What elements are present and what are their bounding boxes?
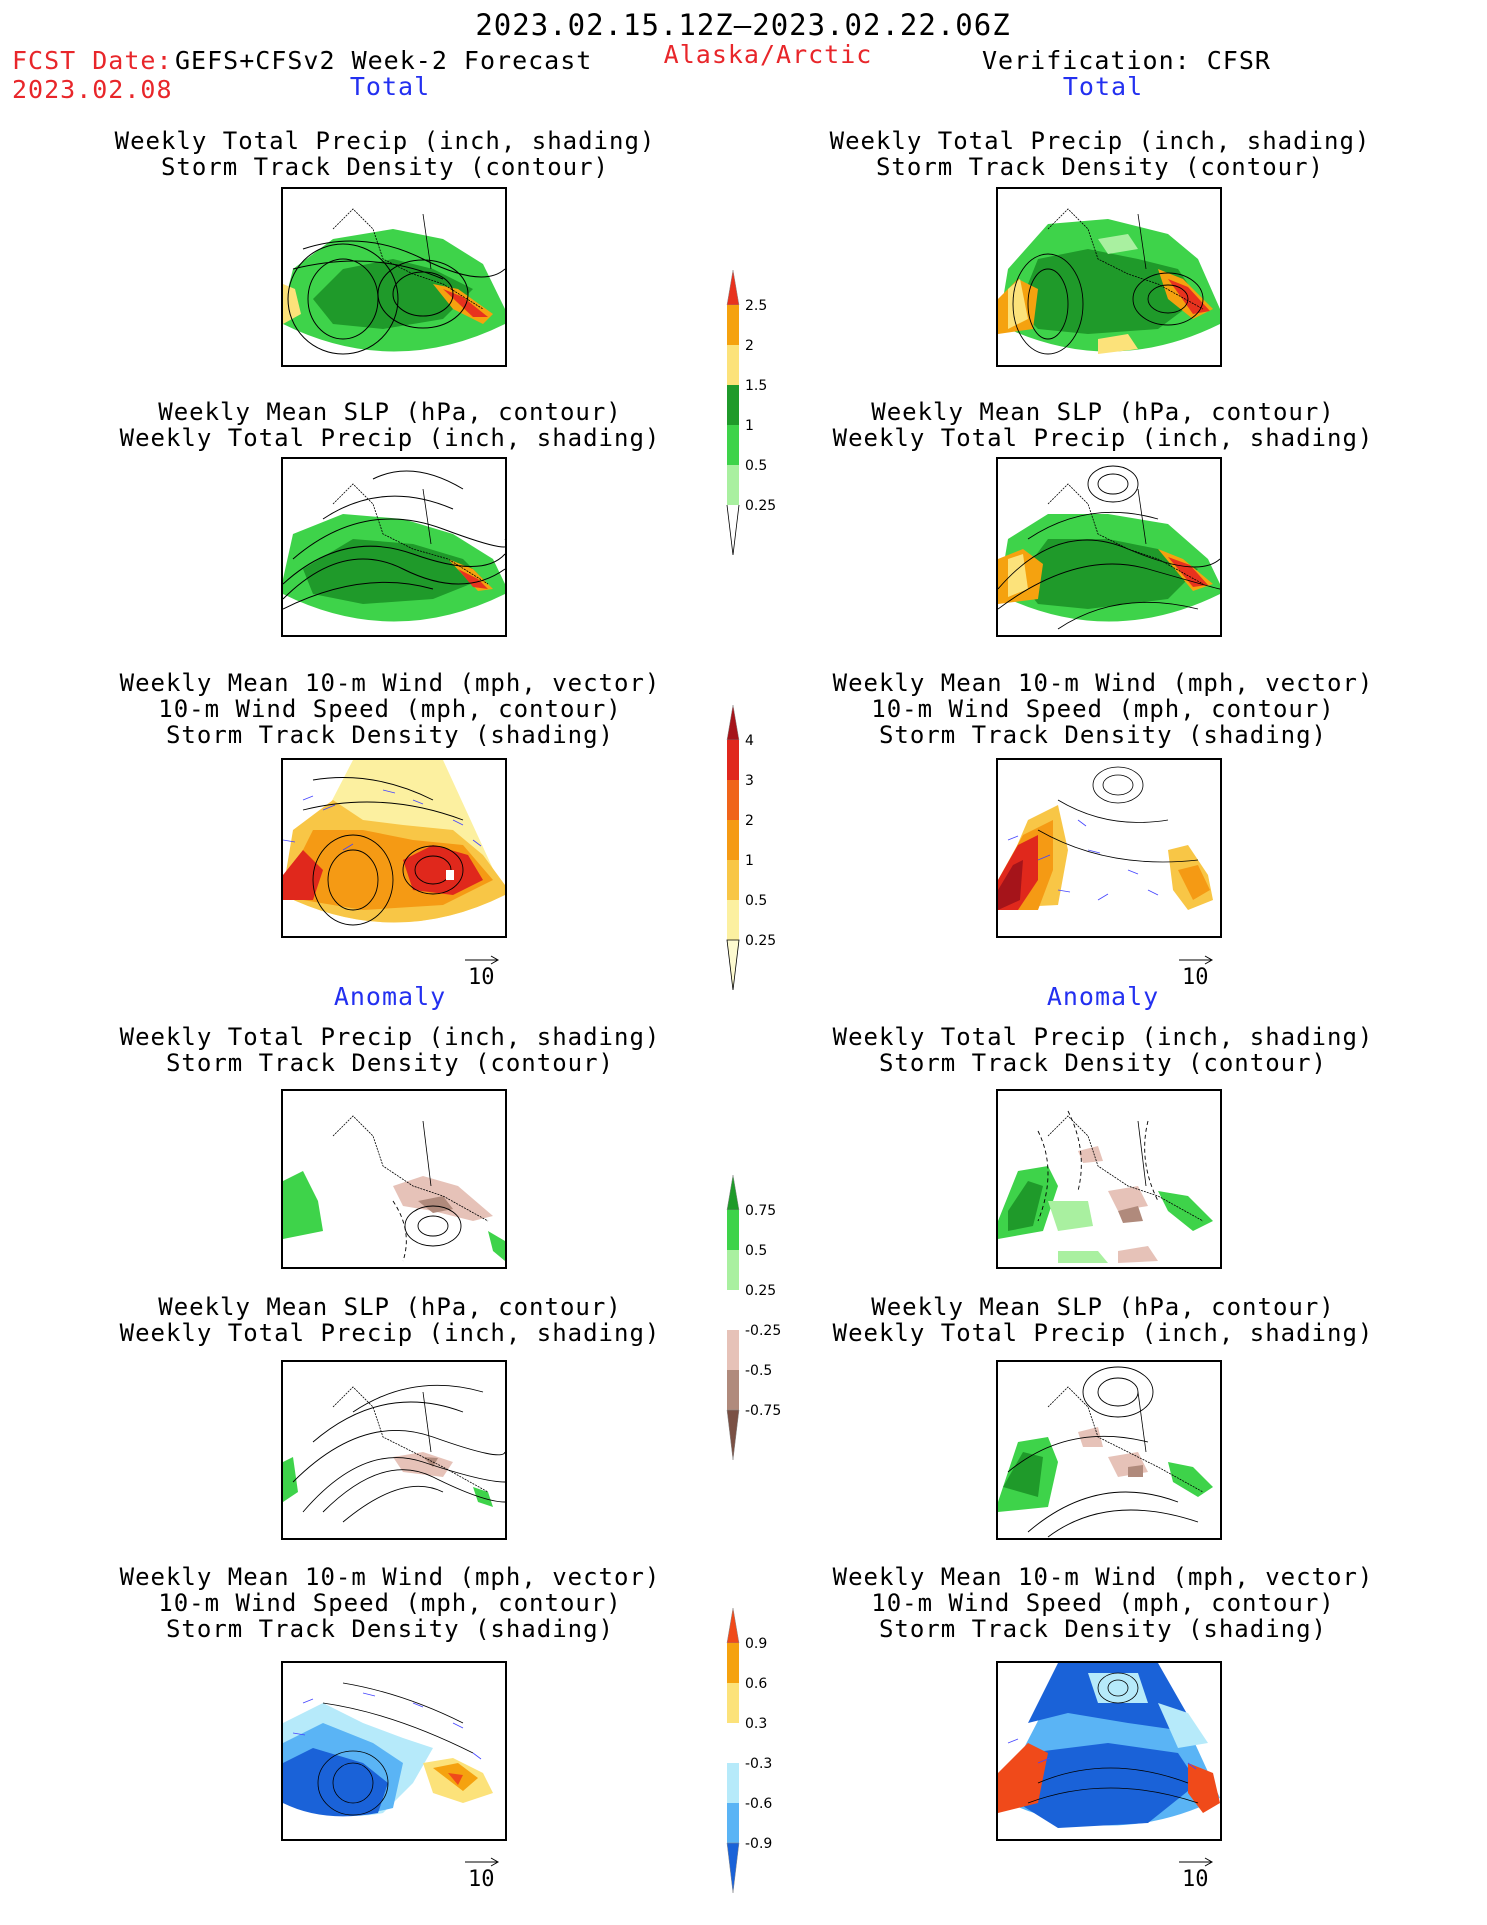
map-precip-storm-total-verification bbox=[996, 187, 1222, 367]
colorbar-precip-total-label: 1 bbox=[745, 418, 754, 434]
map-wind-storm-anomaly-forecast bbox=[281, 1661, 507, 1841]
map-wind-storm-total-verification bbox=[996, 758, 1222, 938]
wind-reference-arrow-anomaly-right bbox=[1178, 1857, 1214, 1892]
panel-title-wind-storm-anom-left: Weekly Mean 10-m Wind (mph, vector) 10-m Wind Speed (mph, contour) Storm Track Density (shading) bbox=[119, 1563, 661, 1643]
colorbar-precip-anomaly-label: -0.5 bbox=[745, 1363, 773, 1379]
colorbar-precip-anomaly-label: -0.75 bbox=[745, 1403, 782, 1419]
wind-reference-arrow-total-left bbox=[464, 955, 500, 990]
map-precip-storm-anomaly-verification bbox=[996, 1089, 1222, 1269]
panel-title-wind-storm-anom-right: Weekly Mean 10-m Wind (mph, vector) 10-m Wind Speed (mph, contour) Storm Track Density (shading) bbox=[832, 1563, 1374, 1643]
colorbar-storm-anomaly-label: 0.3 bbox=[745, 1716, 768, 1732]
colorbar-precip-anomaly-label: 0.25 bbox=[745, 1283, 777, 1299]
map-precip-storm-anomaly-forecast bbox=[281, 1089, 507, 1269]
panel-title-precip-storm-total-left: Weekly Total Precip (inch, shading) Storm Track Density (contour) bbox=[114, 127, 656, 181]
map-slp-precip-anomaly-forecast bbox=[281, 1360, 507, 1540]
colorbar-storm-total-label: 0.25 bbox=[745, 933, 777, 949]
colorbar-storm-anomaly-label: -0.9 bbox=[745, 1836, 773, 1852]
panel-title-precip-storm-total-right: Weekly Total Precip (inch, shading) Storm Track Density (contour) bbox=[829, 127, 1371, 181]
panel-title-precip-storm-anom-left: Weekly Total Precip (inch, shading) Storm Track Density (contour) bbox=[119, 1023, 661, 1077]
wind-reference-label: 10 bbox=[468, 1867, 495, 1892]
map-slp-precip-total-forecast bbox=[281, 457, 507, 637]
wind-reference-label: 10 bbox=[468, 965, 495, 990]
colorbar-precip-anomaly-label: -0.25 bbox=[745, 1323, 782, 1339]
map-wind-storm-anomaly-verification bbox=[996, 1661, 1222, 1841]
forecast-period-title: 2023.02.15.12Z–2023.02.22.06Z bbox=[475, 8, 1011, 42]
section-anomaly-left: Anomaly bbox=[333, 982, 447, 1011]
colorbar-precip-total-label: 2.5 bbox=[745, 298, 768, 314]
colorbar-storm-total-label: 1 bbox=[745, 853, 754, 869]
panel-title-slp-precip-total-right: Weekly Mean SLP (hPa, contour) Weekly Total Precip (inch, shading) bbox=[832, 398, 1374, 452]
map-precip-storm-total-forecast bbox=[281, 187, 507, 367]
colorbar-storm-anomaly-label: -0.6 bbox=[745, 1796, 773, 1812]
colorbar-precip-anomaly bbox=[723, 1175, 803, 1465]
colorbar-precip-anomaly-label: 0.75 bbox=[745, 1203, 777, 1219]
colorbar-storm-total-label: 4 bbox=[745, 733, 754, 749]
colorbar-storm-anomaly bbox=[723, 1608, 803, 1898]
section-total-left: Total bbox=[349, 72, 431, 101]
map-wind-storm-total-forecast bbox=[281, 758, 507, 938]
colorbar-precip-total-label: 0.25 bbox=[745, 498, 777, 514]
colorbar-precip-total-label: 0.5 bbox=[745, 458, 768, 474]
wind-reference-arrow-total-right bbox=[1178, 955, 1214, 990]
panel-title-slp-precip-total-left: Weekly Mean SLP (hPa, contour) Weekly Total Precip (inch, shading) bbox=[119, 398, 661, 452]
colorbar-storm-total-label: 2 bbox=[745, 813, 754, 829]
colorbar-storm-anomaly-label: 0.6 bbox=[745, 1676, 768, 1692]
panel-title-precip-storm-anom-right: Weekly Total Precip (inch, shading) Storm Track Density (contour) bbox=[832, 1023, 1374, 1077]
panel-title-wind-storm-total-right: Weekly Mean 10-m Wind (mph, vector) 10-m Wind Speed (mph, contour) Storm Track Density (shading) bbox=[832, 669, 1374, 749]
map-slp-precip-total-verification bbox=[996, 457, 1222, 637]
colorbar-precip-total-label: 1.5 bbox=[745, 378, 768, 394]
wind-reference-arrow-anomaly-left bbox=[464, 1857, 500, 1892]
model-name: GEFS+CFSv2 Week-2 Forecast bbox=[175, 46, 593, 75]
panel-title-slp-precip-anom-left: Weekly Mean SLP (hPa, contour) Weekly Total Precip (inch, shading) bbox=[119, 1293, 661, 1347]
colorbar-storm-total bbox=[723, 705, 793, 995]
region-label: Alaska/Arctic bbox=[663, 40, 873, 69]
section-total-right: Total bbox=[1062, 72, 1144, 101]
colorbar-storm-anomaly-label: 0.9 bbox=[745, 1636, 768, 1652]
colorbar-storm-anomaly-label: -0.3 bbox=[745, 1756, 773, 1772]
wind-reference-label: 10 bbox=[1182, 1867, 1209, 1892]
section-anomaly-right: Anomaly bbox=[1046, 982, 1160, 1011]
panel-title-wind-storm-total-left: Weekly Mean 10-m Wind (mph, vector) 10-m Wind Speed (mph, contour) Storm Track Density (shading) bbox=[119, 669, 661, 749]
colorbar-precip-total bbox=[723, 270, 793, 560]
colorbar-storm-total-label: 3 bbox=[745, 773, 754, 789]
fcst-date-label: FCST Date: bbox=[12, 46, 173, 75]
verification-label: Verification: CFSR bbox=[982, 46, 1271, 75]
fcst-date-value: 2023.02.08 bbox=[12, 75, 173, 104]
colorbar-storm-total-label: 0.5 bbox=[745, 893, 768, 909]
wind-reference-label: 10 bbox=[1182, 965, 1209, 990]
panel-title-slp-precip-anom-right: Weekly Mean SLP (hPa, contour) Weekly Total Precip (inch, shading) bbox=[832, 1293, 1374, 1347]
map-slp-precip-anomaly-verification bbox=[996, 1360, 1222, 1540]
colorbar-precip-total-label: 2 bbox=[745, 338, 754, 354]
colorbar-precip-anomaly-label: 0.5 bbox=[745, 1243, 768, 1259]
